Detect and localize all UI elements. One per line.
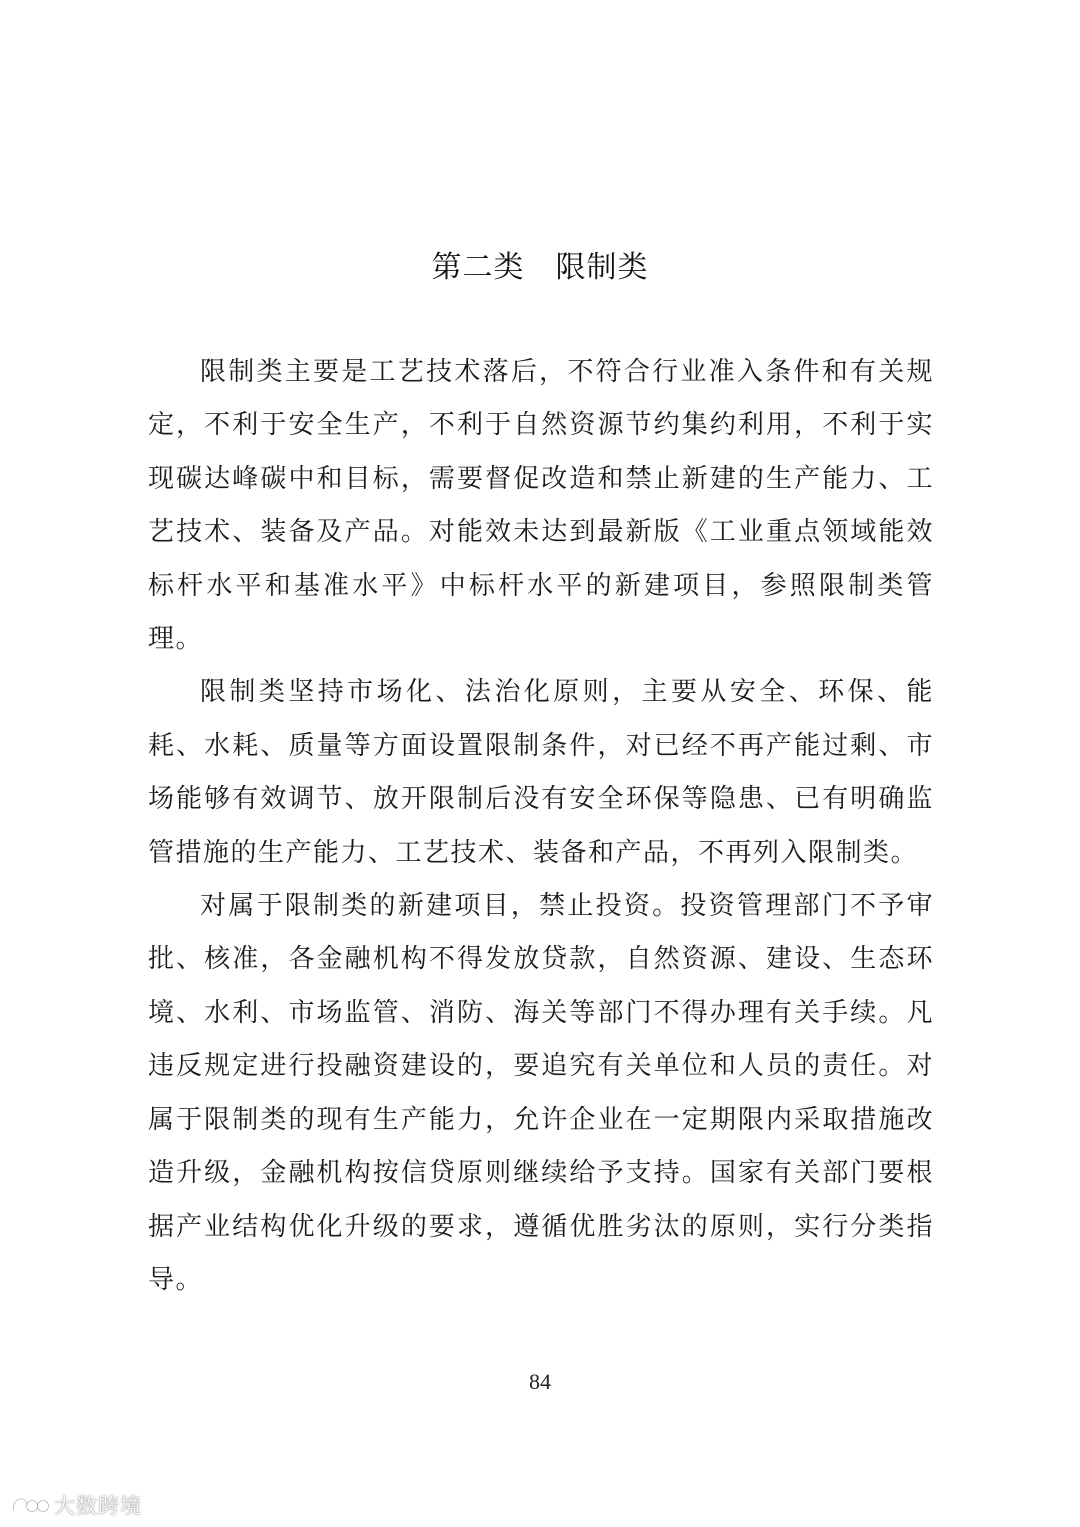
watermark [10, 1490, 142, 1520]
paragraph-3: 对属于限制类的新建项目，禁止投资。投资管理部门不予审批、核准，各金融机构不得发放贷款，自然资源、建设、生态环境、水利、市场监管、消防、海关等部门不得办理有关手续。凡违反规定进行投融资建设的，要追究有关单位和人员的责任。对属于限制类的现有生产能力，允许企业在一定期限内采取措施改造升级，金融机构按信贷原则继续给予支持。国家有关部门要根据产业结构优化升级的要求，遵循优胜劣汰的原则，实行分类指导。 [148, 891, 934, 1295]
paragraph-1: 限制类主要是工艺技术落后，不符合行业准入条件和有关规定，不利于安全生产，不利于自然资源节约集约利用，不利于实现碳达峰碳中和目标，需要督促改造和禁止新建的生产能力、工艺技术、装备及产品。对能效未达到最新版《工业重点领域能效标杆水平和基准水平》中标杆水平的新建项目，参照限制类管理。 [148, 357, 934, 655]
page-number: 84 [529, 1369, 551, 1394]
watermark-logo-icon [10, 1493, 50, 1517]
paragraph-2: 限制类坚持市场化、法治化原则，主要从安全、环保、能耗、水耗、质量等方面设置限制条件，对已经不再产能过剩、市场能够有效调节、放开限制后没有安全环保等隐患、已有明确监管措施的生产能力、工艺技术、装备和产品，不再列入限制类。 [148, 677, 934, 868]
watermark-text: 大数跨境 [54, 1494, 142, 1518]
body-text [148, 346, 934, 1307]
page-title: 第二类 限制类 [431, 250, 649, 285]
